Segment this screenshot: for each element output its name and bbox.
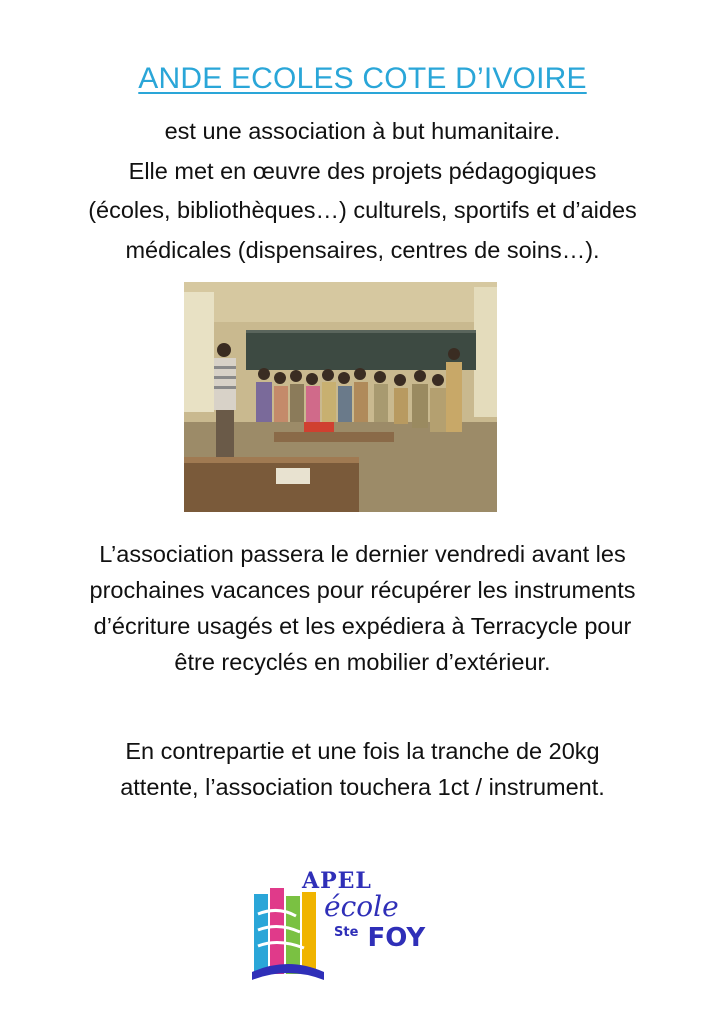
paragraph-line: L’association passera le dernier vendredi avant les [99, 541, 626, 567]
classroom-photo-image [184, 282, 497, 512]
books-icon [248, 884, 328, 984]
apel-logo [248, 868, 448, 978]
paragraph-line: être recyclés en mobilier d’extérieur. [174, 649, 551, 675]
page-title [0, 62, 725, 96]
intro-line: est une association à but humanitaire. [164, 118, 561, 144]
logo-foy-word: FOY [367, 923, 426, 953]
logo-ste-text: Ste [334, 925, 359, 940]
intro-text [20, 112, 705, 270]
classroom-photo [184, 282, 497, 512]
paragraph-line: attente, l’association touchera 1ct / instrument. [120, 774, 605, 800]
paragraph-line: d’écriture usagés et les expédiera à Terracycle pour [93, 613, 632, 639]
compensation-paragraph [20, 733, 705, 805]
logo-ecole-text: école [324, 890, 399, 923]
intro-line: Elle met en œuvre des projets pédagogiques [128, 157, 597, 184]
logo-foy-text [334, 923, 425, 953]
paragraph-line: prochaines vacances pour récupérer les instruments [89, 577, 636, 603]
logo-apel-text: APEL [302, 868, 372, 894]
title-text: ANDE ECOLES COTE D’IVOIRE [138, 62, 587, 95]
intro-line: médicales (dispensaires, centres de soins…). [125, 236, 600, 263]
collection-paragraph [20, 536, 705, 680]
paragraph-line: En contrepartie et une fois la tranche de 20kg [125, 738, 600, 764]
intro-line: (écoles, bibliothèques…) culturels, sportifs et d’aides [88, 197, 637, 223]
